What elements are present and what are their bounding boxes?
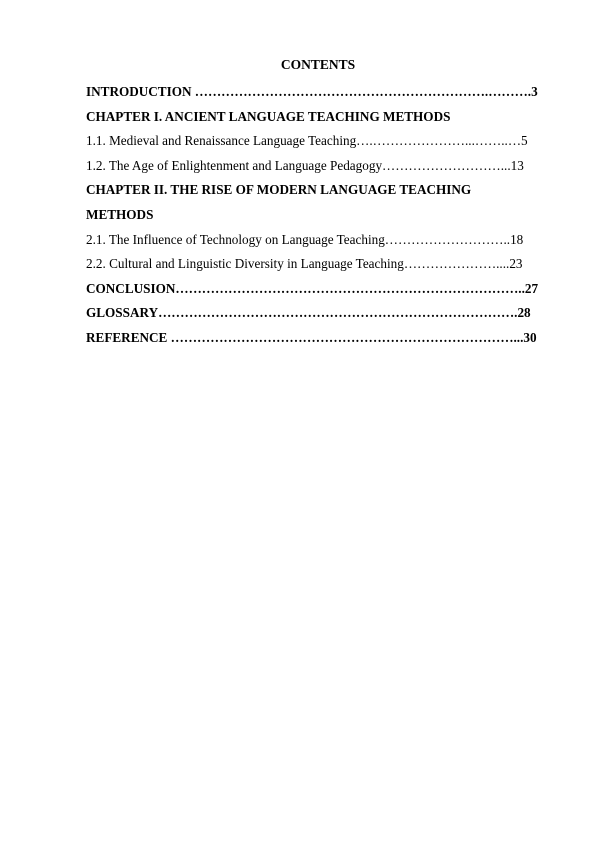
toc-entry: [86, 228, 551, 253]
toc-list: [86, 80, 551, 351]
toc-entry: [86, 203, 551, 228]
toc-entry-text: CHAPTER I. ANCIENT LANGUAGE TEACHING METHODS: [86, 108, 451, 124]
toc-entry-text: METHODS: [86, 206, 154, 222]
toc-entry-text: CONCLUSION……………………………………………………………………..27: [86, 280, 539, 296]
toc-entry: [86, 178, 551, 203]
toc-entry: [86, 252, 551, 277]
toc-entry-text: GLOSSARY……………………………………………………………………….28: [86, 305, 531, 321]
toc-entry-text: 1.2. The Age of Enlightenment and Language Pedagogy………………………...13: [86, 157, 524, 173]
toc-entry-text: 2.1. The Influence of Technology on Language Teaching………………………..18: [86, 231, 524, 247]
toc-entry: [86, 277, 551, 302]
toc-entry-text: REFERENCE ……………………………………………………………………...30: [86, 329, 537, 345]
toc-entry: [86, 154, 551, 179]
toc-entry: [86, 105, 551, 130]
toc-entry: [86, 301, 551, 326]
toc-entry: [86, 80, 551, 105]
toc-title: CONTENTS: [280, 57, 356, 72]
toc-entry-text: CHAPTER II. THE RISE OF MODERN LANGUAGE TEACHING: [86, 182, 472, 198]
toc-entry: [86, 326, 551, 351]
toc-entry-text: 1.1. Medieval and Renaissance Language Teaching….…………………...……..…5: [86, 133, 528, 149]
toc-entry-text: 2.2. Cultural and Linguistic Diversity in Language Teaching…………………....23: [86, 256, 523, 272]
toc-entry-text: INTRODUCTION ………………………………………………………….……….3: [86, 84, 538, 99]
toc-entry: [86, 129, 551, 154]
